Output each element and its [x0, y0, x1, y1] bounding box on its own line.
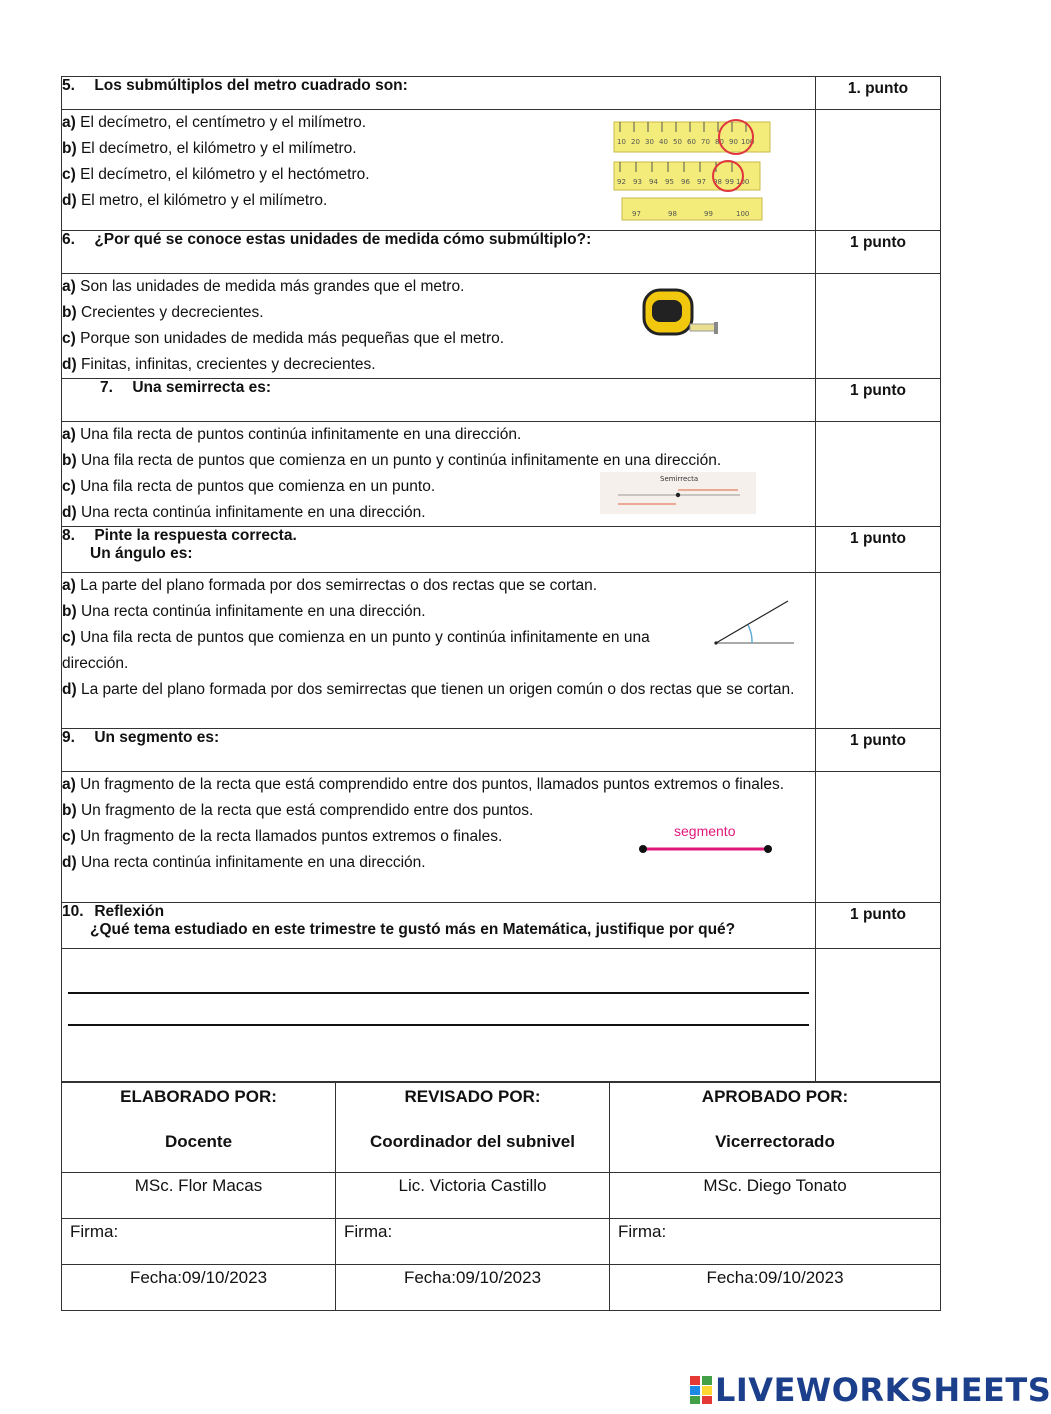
- option-c[interactable]: c) El decímetro, el kilómetro y el hectómetro.: [62, 166, 370, 183]
- question-7-header: 7. Una semirrecta es:: [62, 379, 816, 422]
- tick-label: 100: [741, 138, 755, 146]
- tick-label: 92: [617, 178, 626, 186]
- question-8-header: 8. Pinte la respuesta correcta. Un ángulo es:: [62, 527, 816, 573]
- date-cell: Fecha:09/10/2023: [62, 1265, 336, 1311]
- name-cell: MSc. Flor Macas: [62, 1173, 336, 1219]
- question-8-options: [62, 573, 816, 729]
- tick-label: 100: [736, 210, 750, 218]
- tick-label: 70: [701, 138, 710, 146]
- question-10-points: 1 punto: [816, 903, 941, 949]
- option-c[interactable]: c) Una fila recta de puntos que comienza en un punto y continúa infinitamente en una dirección.: [62, 629, 650, 672]
- option-b[interactable]: b) Una fila recta de puntos que comienza en un punto y continúa infinitamente en una dirección.: [62, 452, 722, 469]
- firma-cell[interactable]: Firma:: [610, 1219, 941, 1265]
- questions-table: [61, 76, 941, 1082]
- aprobado-cell: APROBADO POR: Vicerrectorado: [610, 1083, 941, 1173]
- tape-measure-icon: [642, 286, 722, 348]
- elaborado-cell: ELABORADO POR: Docente: [62, 1083, 336, 1173]
- ruler-image: [612, 122, 774, 222]
- option-d[interactable]: d) Una recta continúa infinitamente en una dirección.: [62, 854, 426, 871]
- question-5-options: [62, 110, 816, 231]
- question-7-title: Una semirrecta es:: [132, 379, 272, 396]
- question-6-options: [62, 274, 816, 379]
- image-title: Semirrecta: [660, 475, 699, 483]
- tick-label: 10: [617, 138, 626, 146]
- question-10-title: Reflexión: [94, 903, 165, 920]
- date-cell: Fecha:09/10/2023: [336, 1265, 610, 1311]
- question-8-points: 1 punto: [816, 527, 941, 573]
- tick-label: 97: [632, 210, 641, 218]
- tick-label: 94: [649, 178, 658, 186]
- question-5-header: 5. Los submúltiplos del metro cuadrado son:: [62, 77, 816, 110]
- tick-label: 50: [673, 138, 682, 146]
- question-10-header: 10. Reflexión ¿Qué tema estudiado en este trimestre te gustó más en Matemática, justifique por qué?: [62, 903, 816, 949]
- question-5-points: 1. punto: [816, 77, 941, 110]
- signature-table: [61, 1082, 941, 1311]
- answer-line: [68, 992, 809, 994]
- tick-label: 95: [665, 178, 674, 186]
- tick-label: 99: [704, 210, 713, 218]
- option-d[interactable]: d) El metro, el kilómetro y el milímetro.: [62, 192, 328, 209]
- name-cell: Lic. Victoria Castillo: [336, 1173, 610, 1219]
- answer-area[interactable]: [62, 949, 816, 1082]
- tick-label: 98: [668, 210, 677, 218]
- segment-image: [636, 822, 776, 858]
- tick-label: 30: [645, 138, 654, 146]
- question-6-points: 1 punto: [816, 231, 941, 274]
- question-8-subtitle: Un ángulo es:: [90, 545, 193, 562]
- option-c[interactable]: c) Una fila recta de puntos que comienza en un punto.: [62, 478, 436, 495]
- semirrecta-image: [600, 472, 756, 514]
- option-a[interactable]: a) La parte del plano formada por dos semirrectas o dos rectas que se cortan.: [62, 577, 598, 594]
- option-b[interactable]: b) Crecientes y decrecientes.: [62, 304, 264, 321]
- question-9-points: 1 punto: [816, 729, 941, 772]
- firma-cell[interactable]: Firma:: [62, 1219, 336, 1265]
- question-5-title: Los submúltiplos del metro cuadrado son:: [94, 77, 408, 94]
- option-d[interactable]: d) La parte del plano formada por dos semirrectas que tienen un origen común o dos rectas que se cortan.: [62, 681, 795, 698]
- question-9-header: 9. Un segmento es:: [62, 729, 816, 772]
- tick-label: 60: [687, 138, 696, 146]
- option-c[interactable]: c) Un fragmento de la recta llamados puntos extremos o finales.: [62, 828, 503, 845]
- question-7-options: [62, 422, 816, 527]
- question-10-subtitle: ¿Qué tema estudiado en este trimestre te gustó más en Matemática, justifique por qué?: [90, 921, 736, 938]
- question-6-title: ¿Por qué se conoce estas unidades de medida cómo submúltiplo?:: [94, 231, 592, 248]
- logo-icon: [690, 1376, 712, 1404]
- tick-label: 99: [725, 178, 734, 186]
- date-cell: Fecha:09/10/2023: [610, 1265, 941, 1311]
- tick-label: 80: [715, 138, 724, 146]
- question-7-points: 1 punto: [816, 379, 941, 422]
- name-cell: MSc. Diego Tonato: [610, 1173, 941, 1219]
- angle-image: [712, 599, 796, 647]
- option-a[interactable]: a) Son las unidades de medida más grandes que el metro.: [62, 278, 465, 295]
- tick-label: 96: [681, 178, 690, 186]
- option-b[interactable]: b) Un fragmento de la recta que está comprendido entre dos puntos.: [62, 802, 534, 819]
- tick-label: 100: [736, 178, 750, 186]
- option-d[interactable]: d) Finitas, infinitas, crecientes y decrecientes.: [62, 356, 376, 373]
- worksheet: [61, 76, 940, 1311]
- option-a[interactable]: a) Una fila recta de puntos continúa infinitamente en una dirección.: [62, 426, 522, 443]
- option-d[interactable]: d) Una recta continúa infinitamente en una dirección.: [62, 504, 426, 521]
- question-9-options: [62, 772, 816, 903]
- logo-text: LIVEWORKSHEETS: [715, 1371, 1051, 1409]
- tick-label: 98: [713, 178, 722, 186]
- option-a[interactable]: a) El decímetro, el centímetro y el milímetro.: [62, 114, 367, 131]
- tick-label: 40: [659, 138, 668, 146]
- liveworksheets-logo[interactable]: [690, 1372, 1051, 1408]
- segment-label: segmento: [674, 823, 736, 839]
- tick-label: 90: [729, 138, 738, 146]
- tick-label: 97: [697, 178, 706, 186]
- option-c[interactable]: c) Porque son unidades de medida más pequeñas que el metro.: [62, 330, 505, 347]
- question-6-header: 6. ¿Por qué se conoce estas unidades de medida cómo submúltiplo?:: [62, 231, 816, 274]
- question-9-title: Un segmento es:: [94, 729, 220, 746]
- answer-line: [68, 1024, 809, 1026]
- option-a[interactable]: a) Un fragmento de la recta que está comprendido entre dos puntos, llamados puntos extremos o finales.: [62, 776, 785, 793]
- firma-cell[interactable]: Firma:: [336, 1219, 610, 1265]
- question-8-title: Pinte la respuesta correcta.: [94, 527, 297, 544]
- option-b[interactable]: b) El decímetro, el kilómetro y el milímetro.: [62, 140, 357, 157]
- tick-label: 93: [633, 178, 642, 186]
- option-b[interactable]: b) Una recta continúa infinitamente en una dirección.: [62, 603, 426, 620]
- tick-label: 20: [631, 138, 640, 146]
- revisado-cell: REVISADO POR: Coordinador del subnivel: [336, 1083, 610, 1173]
